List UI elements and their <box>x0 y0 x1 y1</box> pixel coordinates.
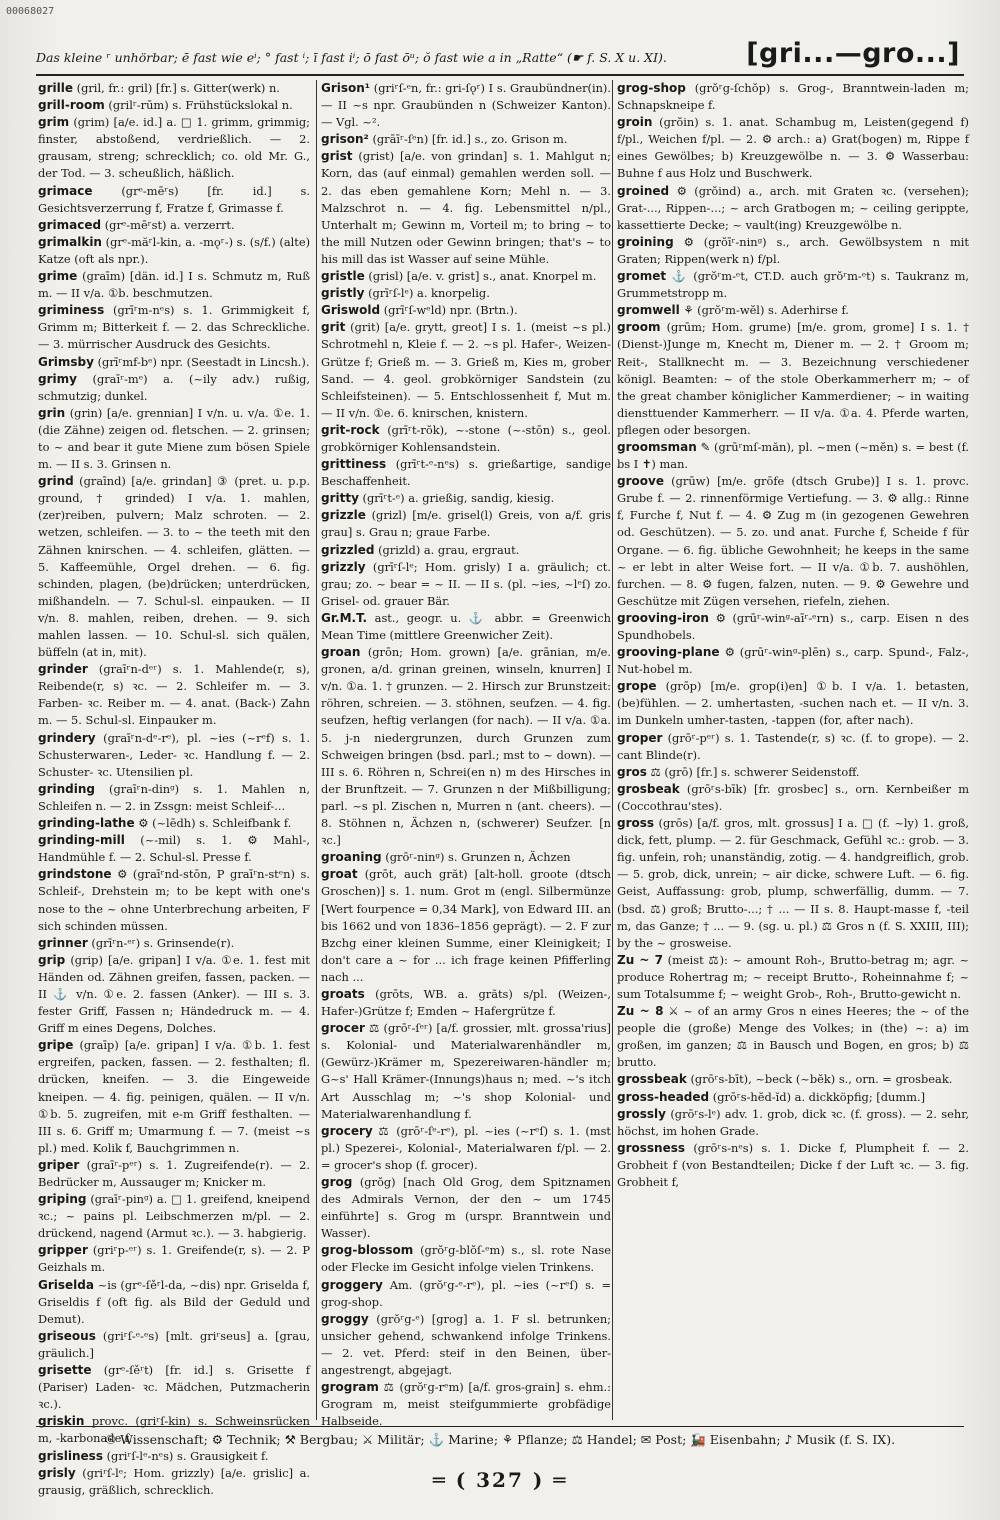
entry-definition: (grōʳs-lᵉ) adv. 1. grob, dick ꝛc. (f. gross). — 2. sehr, höchst, im hohen Grade. <box>617 1106 970 1138</box>
entry-headword: griseous <box>38 1328 96 1343</box>
dictionary-entry <box>38 1362 310 1413</box>
dictionary-entry <box>617 730 969 764</box>
entry-headword: grizzle <box>321 508 366 523</box>
entry-definition: (grīʳt-rŏk), ~-stone (~-stōn) s., geol. grobkörniger Kohlensandstein. <box>321 422 611 454</box>
page-range-heading: [gri...—gro...] <box>746 38 960 69</box>
entry-headword: Grimsby <box>38 354 94 369</box>
entry-headword: grit-rock <box>321 422 380 437</box>
dictionary-entry <box>617 234 969 268</box>
dictionary-entry <box>38 473 310 661</box>
entry-definition: ⚙ (~lēdh) s. Schleifbank f. <box>138 816 292 831</box>
entry-definition: ⚓ (grŏʳm-ᵉt, CT.D. auch grŏʳm-ᵉt) s. Taukranz m, Grummetstropp m. <box>617 269 969 301</box>
entry-headword: grog <box>321 1175 353 1189</box>
entry-headword: grosbeak <box>617 781 680 796</box>
dictionary-entry <box>617 80 969 114</box>
dictionary-entry <box>321 268 611 285</box>
dictionary-entry <box>38 405 310 473</box>
dictionary-entry <box>321 1123 611 1174</box>
entry-definition: (grīʳt-ᵉ) a. grießig, sandig, kiesig. <box>362 491 555 506</box>
entry-definition: (grōs) [a/f. gros, mlt. grossus] I a. □ (f. ~ly) 1. groß, dick, fett, plump. — 2. für Geschmack, Gefühl ꝛc.: grob. — 3. fig. unfein, roh; unanständig, zotig. — 4. handgreiflich, grob. — 5. grob, dick, unrein; ~ air dicke, schwere Luft. — 6. fig. Geist, Auffassung: grob, plump, schwerfällig, dumm. — 7. (bsd. ⚖) groß; Brutto-...; † ... — II s. 8. Haupt-masse f, -teil m, das Ganze; † ... — 9. (sg. u. pl.) ⚖ Gros n (f. S. XXIII, III); by the ~ grosweise. <box>617 816 970 950</box>
entry-definition: (graīʳ-pinᵍ) a. □ 1. greifend, kneipend ꝛc.; ~ pains pl. Leibschmerzen m/pl. — 2. drückend, nagend (Armut ꝛc.). — 3. habgierig. <box>38 1192 310 1241</box>
dictionary-entry <box>321 285 611 302</box>
entry-headword: grizzled <box>321 542 375 557</box>
entry-definition: (grōʳ-pᵉʳ) s. 1. Tastende(r, s) ꝛc. (f. to grope). — 2. cant Blinde(r). <box>617 730 970 762</box>
entry-headword: grinding <box>38 781 95 796</box>
dictionary-entry <box>38 781 310 815</box>
dictionary-entry <box>321 148 611 268</box>
entry-headword: gross <box>617 816 655 831</box>
dictionary-entry <box>617 439 969 473</box>
entry-headword: gritty <box>321 491 359 506</box>
entry-headword: grittiness <box>321 457 387 472</box>
entry-definition: (graīʳn-dᵉʳ) s. 1. Mahlende(r, s), Reibende(r, s) ꝛc. — 2. Schleifer m. — 3. Farben- ꝛc. Reiber m. — 4. anat. (Back-) Zahn m. — 5. Schul-sl. Einpauker m. <box>38 662 310 728</box>
dictionary-entry <box>38 1191 310 1242</box>
dictionary-entry <box>321 1277 611 1311</box>
entry-headword: grinding-lathe <box>38 816 135 831</box>
entry-headword: grimaced <box>38 217 102 232</box>
dictionary-entry <box>321 1020 611 1123</box>
entry-definition: (grizl) [m/e. grisel(l) Greis, von a/f. gris grau] s. Grau n; graue Farbe. <box>321 508 611 540</box>
dictionary-entry <box>321 1242 611 1276</box>
dictionary-entry <box>38 1448 310 1465</box>
entry-headword: grinder <box>38 662 88 677</box>
page-number: ═ ( 327 ) ═ <box>432 1468 568 1492</box>
entry-headword: griskin <box>38 1414 85 1429</box>
pronunciation-guide: Das kleine ʳ unhörbar; ē fast wie eⁱ; ° fast ⁱ; ī fast iⁱ; ō fast ōᵘ; ŏ fast wie a in „Ratte“ (☛ f. S. X u. XI). <box>36 50 667 65</box>
entry-definition: (gril, fr.: gril) [fr.] s. Gitter(werk) n. <box>76 81 280 95</box>
entry-headword: gromwell <box>617 303 680 318</box>
dictionary-entry <box>38 268 310 302</box>
entry-definition: (grᵉ-ſěʳt) [fr. id.] s. Grisette f (Pariser) Laden- ꝛc. Mädchen, Putzmacherin ꝛc.). <box>38 1363 310 1412</box>
entry-headword: groom <box>617 320 661 335</box>
entry-definition: ⚙ (graīʳnd-stōn, P graīʳn-stᵉn) s. Schleif-, Drehstein m; to be kept with one's nose to the ~ ohne Unterbrechung arbeiten, F sich schinden müssen. <box>38 867 310 933</box>
entry-headword: grossly <box>617 1106 666 1121</box>
entry-definition: (grist) [a/e. von grindan] s. 1. Mahlgut n; Korn, das (auf einmal) gemahlen werden soll. — 2. das eben gemahlene Korn; Mehl n. — 3. Malzschrot n. — 4. fig. Lebensmittel n/pl., Unterhalt m; Gewinn m, Vorteil m; to bring ~ to the mill Nutzen oder Gewinn bringen; that's ~ to his mill das ist Wasser auf seine Mühle. <box>321 149 612 266</box>
entry-headword: gripe <box>38 1038 74 1053</box>
dictionary-entry <box>617 1089 969 1106</box>
column-1 <box>38 80 311 1497</box>
entry-headword: grill-room <box>38 98 105 113</box>
entry-definition: (grizld) a. grau, ergraut. <box>378 542 520 557</box>
entry-headword: gripper <box>38 1243 88 1258</box>
entry-definition: (grīʳt-ᵉ-nᵉs) s. grießartige, sandige Beschaffenheit. <box>321 457 611 489</box>
entry-headword: grope <box>617 679 657 694</box>
dictionary-entry <box>38 217 310 234</box>
entry-headword: Zu ~ 7 <box>617 952 664 967</box>
dictionary-entry <box>321 456 611 490</box>
entry-definition: (grŏg) [nach Old Grog, dem Spitznamen des Admirals Vernon, der den ~ um 1745 einführte] s. Grog m (urspr. Branntwein und Wasser). <box>321 1175 612 1241</box>
entry-definition: ⚖ (grōʳ-ſᵉ-rᵉ), pl. ~ies (~rᵉſ) s. 1. (mst pl.) Spezerei-, Kolonial-, Materialwaren f/pl. — 2. = grocer's shop (f. grocer). <box>321 1123 611 1172</box>
dictionary-entry <box>617 644 969 678</box>
dictionary-entry <box>321 490 611 507</box>
dictionary-entry <box>321 849 611 866</box>
entry-definition: (grūm; Hom. grume) [m/e. grom, grome] I s. 1. † (Dienst-)Junge m, Knecht m, Diener m. — 2. † Groom m; Reit-, Stallknecht m. — 3. Bezeichnung verschiedener königl. Beamten: ~ of the stole Oberkammerherr m; ~ of the great chamber königlicher Kammerdiener; ~ in waiting diensttuender Kammerherr. — II v/a. ①a. 4. Pferde warten, pflegen oder besorgen. <box>617 320 969 437</box>
entry-definition: (grīʳmf-bᵉ) npr. (Seestadt in Lincsh.). <box>97 354 310 369</box>
entry-headword: groper <box>617 730 663 745</box>
dictionary-entry <box>38 661 310 729</box>
dictionary-entry <box>38 1037 310 1157</box>
dictionary-entry <box>38 371 310 405</box>
entry-headword: groin <box>617 115 653 130</box>
entry-headword: grossness <box>617 1140 686 1155</box>
entry-definition: (griʳſ-ᵉn, fr.: gri-ſǫʳ) I s. Graubündner(in). — II ~s npr. Graubünden n (Schweizer Kanton). — Vgl. ~². <box>321 81 611 130</box>
entry-definition: (graīʳ-mᵉ) a. (~ily adv.) rußig, schmutzig; dunkel. <box>38 371 311 403</box>
dictionary-entry <box>38 832 310 866</box>
entry-headword: groaning <box>321 850 382 865</box>
entry-headword: grisly <box>38 1465 76 1480</box>
entry-headword: grooving-iron <box>617 610 709 625</box>
entry-definition: (grᵉ-mēʳs) [fr. id.] s. Gesichtsverzerrung f, Fratze f, Grimasse f. <box>38 183 310 215</box>
entry-definition: (grin) [a/e. grennian] I v/n. u. v/a. ①e. 1. (die Zähne) zeigen od. fletschen. — 2. grinsen; to ~ and bear it gute Miene zum bösen Spiele m. — II s. 3. Grinsen n. <box>38 405 310 472</box>
dictionary-entry <box>321 80 611 131</box>
entry-headword: Grison¹ <box>321 81 371 95</box>
entry-headword: gristly <box>321 286 365 301</box>
entry-headword: grinner <box>38 935 88 950</box>
entry-headword: groove <box>617 474 664 489</box>
entry-definition: (grōʳs-bīk) [fr. grosbec] s., orn. Kernbeißer m (Coccothrau'stes). <box>617 781 970 813</box>
header-rule <box>36 74 964 76</box>
entry-headword: grizzly <box>321 559 366 574</box>
entry-definition: (grŏʳg-ᵉ) [grog] a. 1. F sl. betrunken; unsicher gehend, schwankend infolge Trinkens. — 2. vet. Pferd: steif in den Beinen, über-angestrengt, abgejagt. <box>321 1311 612 1378</box>
entry-headword: groat <box>321 867 358 882</box>
dictionary-entry <box>38 234 310 268</box>
dictionary-entry <box>617 1106 969 1140</box>
entry-headword: grog-shop <box>617 81 686 95</box>
dictionary-entry <box>617 302 969 319</box>
entry-definition: (grūw) [m/e. grōfe (dtsch Grube)] I s. 1. provc. Grube f. — 2. rinnenförmige Vertiefung. — 3. ⚙ allg.: Rinne f, Furche f, Nut f. — 4. ⚙ Zug m (in gezogenen Gewehren od. Geschützen). — 5. zo. und anat. Furche f, Scheide f für Organe. — 6. fig. übliche Gewohnheit; he keeps in the same ~ er lebt in alter Weise fort. — II v/a. ①b. 7. aushöhlen, furchen. — 8. ⚙ fugen, falzen, nuten. — 9. ⚙ Gewehre und Geschütze mit Zügen versehen, riefeln, ziehen. <box>617 474 969 608</box>
entry-definition: ⚖ (grō) [fr.] s. schwerer Seidenstoff. <box>650 764 860 779</box>
entry-headword: grooving-plane <box>617 645 720 660</box>
entry-definition: (grōp) [m/e. grop(i)en] ①b. I v/a. 1. betasten, (be)fühlen. — 2. umhertasten, -suchen nach et. — II v/n. 3. im Dunkeln umher-tasten, -tappen (for, after nach). <box>617 679 970 728</box>
dictionary-entry <box>321 866 611 986</box>
dictionary-entry <box>321 559 611 610</box>
dictionary-entry <box>617 764 969 781</box>
entry-definition: (grīʳn-ᵉʳ) s. Grinsende(r). <box>91 935 235 950</box>
entry-definition: (grŏʳg-blŏſ-ᵉm) s., sl. rote Nase oder Flecke im Gesicht infolge vielen Trinkens. <box>321 1243 611 1275</box>
entry-headword: grimace <box>38 183 93 198</box>
dictionary-entry <box>38 80 310 97</box>
entry-definition: (griʳſ-lᵉ; Hom. grizzly) [a/e. grislic] a. grausig, gräßlich, schrecklich. <box>38 1465 310 1497</box>
entry-headword: grindery <box>38 730 96 745</box>
dictionary-entry <box>38 302 310 353</box>
dictionary-entry <box>617 1071 969 1088</box>
entry-headword: grime <box>38 269 78 284</box>
entry-definition: provc. (griʳſ-kin) s. Schweinsrücken m, -karbonade f. <box>38 1414 311 1446</box>
entry-definition: (griʳſ-lᵉ-nᵉs) s. Grausigkeit f. <box>106 1448 269 1463</box>
entry-headword: grogram <box>321 1380 379 1395</box>
dictionary-entry <box>617 1140 969 1191</box>
dictionary-entry <box>617 183 969 234</box>
entry-definition: (grōʳ-ninᵍ) s. Grunzen n, Ächzen <box>385 850 571 865</box>
entry-definition: (grīʳſ-wᵉld) npr. (Brtn.). <box>383 303 518 318</box>
entry-headword: grison² <box>321 132 369 147</box>
entry-headword: grisette <box>38 1363 92 1378</box>
entry-headword: gross-headed <box>617 1089 710 1104</box>
dictionary-entry <box>617 610 969 644</box>
entry-headword: Griselda <box>38 1277 94 1292</box>
entry-definition: ⚖ (grōʳ-ſᵉʳ) [a/f. grossier, mlt. grossa'rius] s. Kolonial- und Materialwarenhändler m, (Gewürz-)Krämer m, Spezereiwaren-händler m; G~s' Hall Krämer-(Innungs)haus n; med. ~'s itch Art Ausschlag m; ~'s shop Kolonial- und Materialwarenhandlung f. <box>321 1021 611 1121</box>
dictionary-entry <box>321 422 611 456</box>
entry-headword: grit <box>321 320 346 335</box>
entry-definition: ast., geogr. u. ⚓ abbr. = Greenwich Mean Time (mittlere Greenwicher Zeit). <box>321 610 611 642</box>
entry-definition: (grīʳſ-lᵉ; Hom. grisly) I a. gräulich; ct. grau; zo. ~ bear = ~ II. — II s. (pl. ~ies, ~lᵉſ) zo. Grisel- od. grauer Bär. <box>321 559 611 608</box>
entry-definition: (graīm) [dän. id.] I s. Schmutz m, Ruß m. — II v/a. ①b. beschmutzen. <box>38 269 310 301</box>
entry-definition: (meist ⚖): ~ amount Roh-, Brutto-betrag m; agr. ~ produce Rohertrag m; ~ receipt Brutto-, Roheinnahme f; ~ sum Totalsumme f; ~ weight Grob-, Roh-, Brutto-gewicht n. <box>617 952 969 1001</box>
dictionary-entry <box>38 815 310 832</box>
entry-definition: (grisl) [a/e. v. grist] s., anat. Knorpel m. <box>368 269 597 284</box>
dictionary-entry <box>617 268 969 302</box>
entry-definition: (grit) [a/e. grytt, greot] I s. 1. (meist ~s pl.) Schrotmehl n, Kleie f. — 2. ~s pl. Hafer-, Weizen-Grütze f; Grieß m. — 3. Grieß m, Kies m, grober Sand. — 4. geol. grobkörniger Sandstein (zu Schleifsteinen). — 5. Entschlossenheit f, Mut m. — II v/n. ①e. 6. knirschen, knistern. <box>321 320 611 420</box>
entry-definition: (grōʳs-hĕd-ĭd) a. dickköpfig; [dumm.] <box>712 1089 926 1104</box>
entry-headword: grindstone <box>38 867 112 882</box>
entry-definition: (~-mil) s. 1. ⚙ Mahl-, Handmühle f. — 2. Schul-sl. Presse f. <box>38 833 310 865</box>
symbol-legend: ☉ Wissenschaft; ⚙ Technik; ⚒ Bergbau; ⚔ Militär; ⚓ Marine; ⚘ Pflanze; ⚖ Handel; ✉ Post; 🚂 Eisenbahn; ♪ Musik (f. S. IX). <box>104 1432 896 1447</box>
entry-definition: (griʳſ-ᵉ-ᵉs) [mlt. griʳseus] a. [grau, gräulich.] <box>38 1328 310 1360</box>
dictionary-entry <box>38 97 310 114</box>
entry-headword: grist <box>321 149 353 164</box>
dictionary-entry <box>617 952 969 1003</box>
dictionary-entry <box>38 730 310 781</box>
entry-headword: griminess <box>38 303 105 318</box>
dictionary-entry <box>321 1379 611 1430</box>
dictionary-entry <box>321 1311 611 1379</box>
entry-headword: griping <box>38 1192 87 1207</box>
entry-headword: grocery <box>321 1123 373 1138</box>
dictionary-entry <box>617 473 969 610</box>
entry-definition: ⚙ (grŏīʳ-ninᵍ) s., arch. Gewölbsystem n mit Graten; Rippen(werk n) f/pl. <box>617 234 969 266</box>
dictionary-entry <box>321 986 611 1020</box>
entry-definition: (grilʳ-rūm) s. Frühstückslokal n. <box>108 98 293 113</box>
entry-definition: (grᵉ-mēʳst) a. verzerrt. <box>104 217 235 232</box>
dictionary-entry <box>617 319 969 439</box>
dictionary-entry <box>38 114 310 182</box>
entry-headword: grip <box>38 952 66 967</box>
dictionary-entry <box>38 1328 310 1362</box>
entry-definition: (grīʳm-nᵉs) s. 1. Grimmigkeit f, Grimm m; Bitterkeit f. — 2. das Schreckliche. — 3. mürrischer Ausdruck des Gesichts. <box>38 303 310 352</box>
dictionary-entry <box>321 302 611 319</box>
footer-rule <box>36 1426 964 1427</box>
entry-headword: grimalkin <box>38 234 102 249</box>
column-3 <box>612 80 969 1420</box>
entry-headword: groan <box>321 645 361 660</box>
entry-definition: (graīnd) [a/e. grindan] ③ (pret. u. p.p. ground, † grinded) I v/a. 1. mahlen, (zer)reiben, pulvern; Malz schroten. — 2. wetzen, schleifen. — 3. to ~ the teeth mit den Zähnen knirschen. — 4. schleifen, glätten. — 5. Kaffeemühle, Orgel drehen. — 6. fig. schinden, plagen, (be)drücken; unterdrücken, mißhandeln. — 7. Schul-sl. einpauken. — II v/n. 8. mahlen, reiben, drehen. — 9. sich mahlen lassen. — 10. Schul-sl. sich quälen, büffeln (at in, mit). <box>38 474 310 660</box>
dictionary-entry <box>321 644 611 849</box>
entry-headword: grossbeak <box>617 1072 687 1087</box>
column-2 <box>316 80 612 1429</box>
entry-headword: grocer <box>321 1021 365 1036</box>
dictionary-entry <box>321 610 611 644</box>
entry-definition: (grīʳſ-lᵉ) a. knorpelig. <box>368 286 490 301</box>
entry-definition: (grōts, WB. a. grăts) s/pl. (Weizen-, Hafer-)Grütze f; Emden ~ Hafergrütze f. <box>321 986 611 1019</box>
entry-headword: Zu ~ 8 <box>617 1004 664 1019</box>
dictionary-entry <box>321 542 611 559</box>
entry-headword: groining <box>617 234 674 249</box>
dictionary-entry <box>38 354 310 371</box>
dictionary-entry <box>617 678 969 729</box>
entry-headword: groomsman <box>617 439 697 454</box>
entry-definition: ⚙ (grūʳ-winᵍ-plēn) s., carp. Spund-, Falz-, Nut-hobel m. <box>617 645 969 677</box>
entry-definition: (grip) [a/e. gripan] I v/a. ①e. 1. fest mit Händen od. Zähnen greifen, fassen, packen. — II ⚓ v/n. ①e. 2. fassen (Anker). — III s. 3. fester Griff, Fassen n; Händedruck m. — 4. Griff m eines Degens, Dolches. <box>38 952 311 1036</box>
dictionary-entry <box>321 1174 611 1242</box>
dictionary-entry <box>321 507 611 541</box>
entry-headword: Gr.M.T. <box>321 610 368 625</box>
dictionary-entry <box>617 815 969 952</box>
entry-definition: (graīʳ-pᵉʳ) s. 1. Zugreifende(r). — 2. Bedrücker m, Aussauger m; Knicker m. <box>38 1157 310 1189</box>
entry-headword: Griswold <box>321 303 381 318</box>
dictionary-entry <box>38 183 310 217</box>
entry-headword: grisliness <box>38 1448 103 1463</box>
entry-definition: ⚙ (grŏind) a., arch. mit Graten ꝛc. (versehen); Grat-..., Rippen-...; ~ arch Gratbogen m; ~ ceiling gerippte, kassettierte Decke; ~ vault(ing) Kreuzgewölbe n. <box>617 183 970 232</box>
entry-definition: (grŏʳg-ſchŏp) s. Grog-, Branntwein-laden m; Schnapskneipe f. <box>617 81 970 113</box>
entry-definition: (graīp) [a/e. gripan] I v/a. ①b. 1. fest ergreifen, packen, fassen. — 2. festhalten; fl. drücken, kneifen. — 3. die Eingeweide kneipen. — 4. fig. peinigen, quälen. — II v/n. ①b. 5. zugreifen, mit e-m Griff festhalten. — III s. 6. Griff m; Umarmung f. — 7. (meist ~s pl.) med. Kolik f, Bauchgrimmen n. <box>38 1038 310 1155</box>
entry-definition: (grōʳs-bīt), ~beck (~bĕk) s., orn. = grosbeak. <box>690 1072 953 1087</box>
dictionary-entry <box>617 781 969 815</box>
entry-definition: (grim) [a/e. id.] a. □ 1. grimm, grimmig; finster, abstoßend, verdrießlich. — 2. grausam, streng; schrecklich; co. old Mr. G., der Tod. — 3. scheußlich, häßlich. <box>38 115 311 181</box>
entry-definition: (graīʳn-dinᵍ) s. 1. Mahlen n, Schleifen n. — 2. in Zssgn: meist Schleif-... <box>38 781 311 813</box>
entry-definition: (grōt, auch grăt) [alt-holl. groote (dtsch Groschen)] s. 1. num. Grot m (engl. Silbermünze [Wert fourpence = 0,34 Mark], von Edward III. an bis 1662 und von 1836–1856 geprägt). — 2. F zur Bzchg einer kleinen Summe, einer Kleinigkeit; I don't care a ~ for ... ich frage keinen Pfifferling nach ... <box>321 867 611 984</box>
entry-definition: (grᵉ-măʳl-kin, a. -mǫʳ-) s. (s/f.) (alte) Katze (oft als npr.). <box>38 234 311 266</box>
entry-definition: (graīʳn-dᵉ-rᵉ), pl. ~ies (~rᵉf) s. 1. Schusterwaren-, Leder- ꝛc. Handlung f. — 2. Schuster- ꝛc. Utensilien pl. <box>38 730 310 779</box>
dictionary-entry <box>321 131 611 148</box>
entry-definition: (grŏin) s. 1. anat. Schambug m, Leisten(gegend f) f/pl., Weichen f/pl. — 2. ⚙ arch.: a) Grat(bogen) m, Rippe f eines Gewölbes; b) Kreuzgewölbe n. — 3. ⚙ Wasserbau: Buhne f aus Holz und Buschwerk. <box>617 115 969 181</box>
entry-headword: groats <box>321 986 365 1001</box>
dictionary-entry <box>38 935 310 952</box>
entry-headword: griper <box>38 1157 80 1172</box>
entry-headword: grog-blossom <box>321 1243 414 1258</box>
entry-headword: grim <box>38 115 70 130</box>
entry-definition: ✎ (grūʳmſ-măn), pl. ~men (~mĕn) s. = best (f. bs I ✝) man. <box>617 439 969 472</box>
entry-headword: grille <box>38 81 73 95</box>
dictionary-entry <box>38 866 310 934</box>
dictionary-entry <box>617 114 969 182</box>
entry-headword: grin <box>38 405 66 420</box>
entry-definition: (grōʳs-nᵉs) s. 1. Dicke f, Plumpheit f. — 2. Grobheit f (von Bestandteilen; Dicke f der Luft ꝛc. — 3. fig. Grobheit f, <box>617 1140 969 1189</box>
entry-definition: ⚔ ~ of an army Gros n eines Heeres; the ~ of the people die (große) Menge des Volkes; in (the) ~: a) im großen, im ganzen; ⚖ in Bausch und Bogen, en gros; b) ⚖ brutto. <box>617 1004 970 1070</box>
entry-definition: (grāīʳ-ſᵉn) [fr. id.] s., zo. Grison m. <box>372 132 568 147</box>
entry-headword: grimy <box>38 371 77 386</box>
entry-definition: ⚖ (grŏʳg-rᵉm) [a/f. gros-grain] s. ehm.: Grogram m, meist steifgummierte grobfädige Halbseide. <box>321 1380 612 1429</box>
entry-headword: groined <box>617 183 670 198</box>
dictionary-entry <box>321 319 611 422</box>
entry-headword: grinding-mill <box>38 833 125 848</box>
dictionary-entry <box>617 1003 969 1071</box>
entry-headword: gromet <box>617 269 667 284</box>
entry-definition: ~is (grᵉ-ſěʳl-da, ~dis) npr. Griselda f, Griseldis f (oft fig. als Bild der Geduld und Demut). <box>38 1277 310 1326</box>
entry-headword: grind <box>38 474 74 489</box>
entry-headword: gristle <box>321 269 365 284</box>
entry-headword: groggery <box>321 1277 383 1292</box>
dictionary-entry <box>38 1157 310 1191</box>
entry-definition: (griʳp-ᵉʳ) s. 1. Greifende(r, s). — 2. P Geizhals m. <box>38 1243 310 1275</box>
dictionary-entry <box>38 1242 310 1276</box>
entry-definition: Am. (grŏʳg-ᵉ-rᵉ), pl. ~ies (~rᵉſ) s. = grog-shop. <box>321 1277 612 1309</box>
entry-headword: gros <box>617 764 647 779</box>
entry-definition: ⚘ (grŏʳm-wĕl) s. Aderhirse f. <box>683 303 849 318</box>
entry-headword: groggy <box>321 1311 369 1326</box>
dictionary-entry <box>38 1277 310 1328</box>
dictionary-entry <box>38 952 310 1037</box>
scan-id: 00068027 <box>6 6 55 17</box>
entry-definition: ⚙ (grūʳ-winᵍ-aīʳ-ᵉrn) s., carp. Eisen n des Spundhobels. <box>617 610 969 642</box>
entry-definition: (grōn; Hom. grown) [a/e. grānian, m/e. gronen, a/d. grinan greinen, winseln, knurren] I v/n. ①a. 1. † grunzen. — 2. Hirsch zur Brunstzeit: röhren, schreien. — 3. stöhnen, seufzen. — 4. fig. seufzen, heftig verlangen (for nach). — II v/a. ①a. 5. j-n niedergrunzen, durch Grunzen zum Schweigen bringen (bsd. parl.; mst to ~ down). — III s. 6. Röhren n, Schrei(en n) m des Hirsches in der Brunftzeit. — 7. Grunzen n der Mißbilligung; parl. ~s pl. Zischen n, Murren n (ant. cheers). — 8. Stöhnen n, Ächzen n, (schwerer) Seufzer. [n ꝛc.] <box>321 645 612 848</box>
